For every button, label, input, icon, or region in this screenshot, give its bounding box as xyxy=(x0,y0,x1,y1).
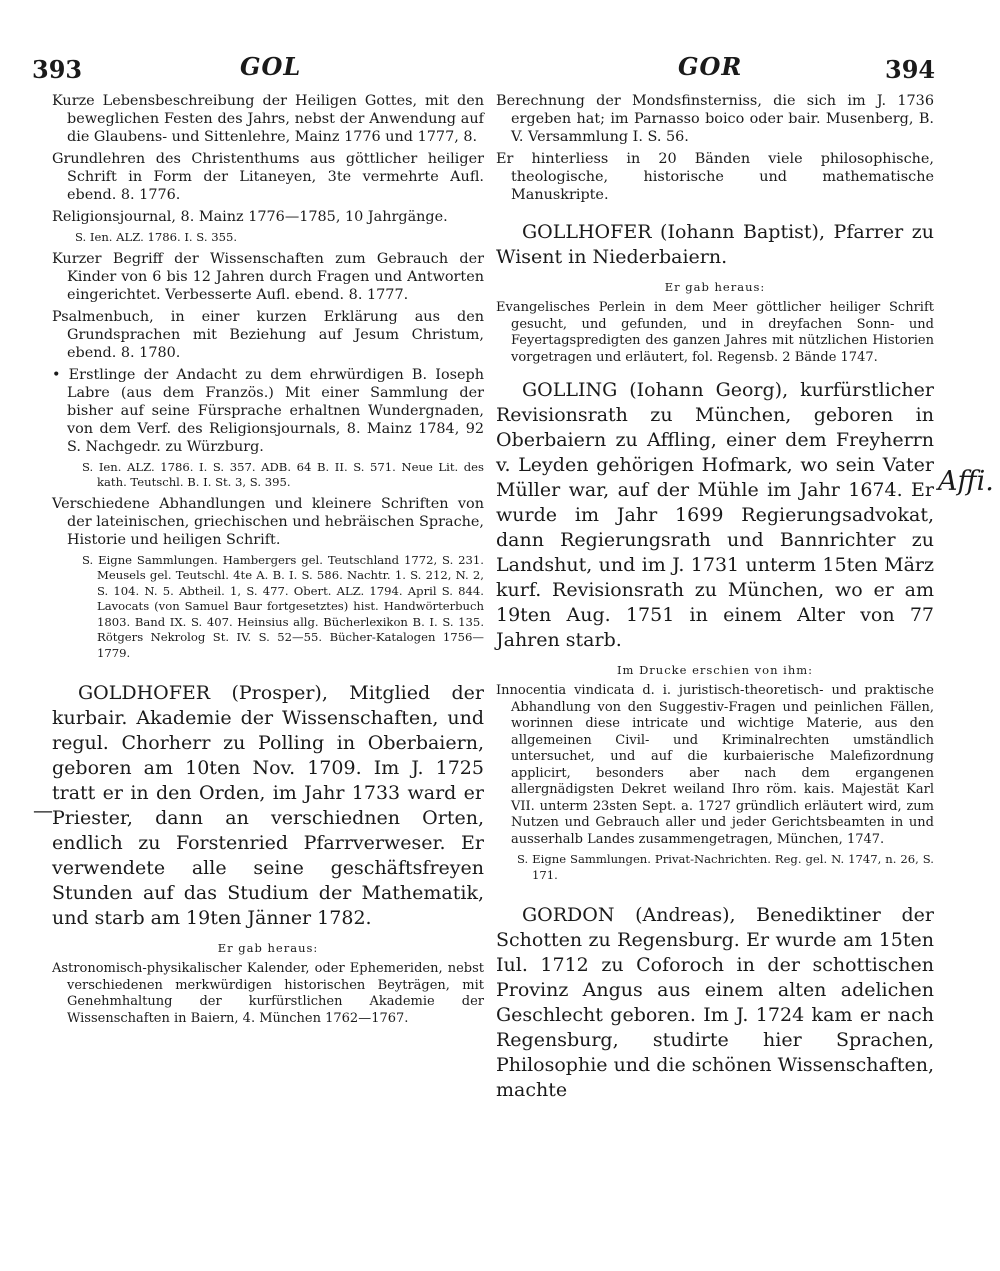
right-running-head: GOR xyxy=(678,52,743,81)
biography-gordon: GORDON (Andreas), Benediktiner der Schotten zu Regensburg. Er wurde am 15ten Iul. 1712 zu Coforoch in der schottischen Provinz Angus aus einem alten adelichen Geschlecht geboren. Im J. 1724 kam er nach Regensburg, studirte hier Sprachen, Philosophie und die schönen Wissenschaften, machte xyxy=(496,904,934,1101)
section-label: Im Drucke erschien von ihm: xyxy=(616,663,814,677)
left-column xyxy=(52,92,484,1031)
bibliography-entry: Innocentia vindicata d. i. juristisch-theoretisch- und praktische Abhandlung von den Suggestiv-Fragen und peinlichen Fällen, worinnen diese intricate und wichtige Materie, aus den allgemeinen Civil- und Kriminalrechten umständlich untersuchet, und auf die kurbaierische Malefizordnung applicirt, besonders aber nach dem ergangenen allergnädigsten Dekret weiland Ihro röm. kais. Majestät Karl VII. unterm 23sten Sept. a. 1727 gründlich erläutert wird, zum Nutzen und Gebrauch aller und jeder Gerichtsbeamten in und ausserhalb Landes zusammengetragen, München, 1747. xyxy=(496,683,934,847)
bibliography-entry: Kurze Lebensbeschreibung der Heiligen Gottes, mit den beweglichen Festen des Jahrs, nebst der Anwendung auf die Glaubens- und Sittenlehre, Mainz 1776 und 1777, 8. xyxy=(52,93,484,145)
biography-gollhofer: GOLLHOFER (Iohann Baptist), Pfarrer zu Wisent in Niederbaiern. xyxy=(496,221,934,268)
right-page-number: 394 xyxy=(885,55,936,84)
biography-goldhofer: GOLDHOFER (Prosper), Mitglied der kurbair. Akademie der Wissenschaften, und regul. Chorherr zu Polling in Oberbaiern, geboren am 10ten Nov. 1709. Im J. 1725 tratt er in den Orden, im Jahr 1733 ward er Priester, dann an verschiednen Orten, endlich zu Forstenried Pfarrverweser. Er verwendete alle seine geschäftsfreyen Stunden auf das Studium der Mathematik, und starb am 19ten Jänner 1782. xyxy=(52,682,484,929)
bibliography-entry: Verschiedene Abhandlungen und kleinere Schriften von der lateinischen, griechischen und hebräischen Sprache, Historie und heiligen Schrift. xyxy=(52,495,484,548)
margin-dash-annotation: — xyxy=(33,798,53,822)
biography-golling: GOLLING (Iohann Georg), kurfürstlicher Revisionsrath zu München, geboren in Oberbaiern zu Affling, einer dem Freyherrn v. Leyden gehörigen Hofmark, wo sein Vater Müller war, auf der Mühle im Jahr 1674. Er wurde im Jahr 1699 Regierungsadvokat, dann Regierungsrath und Bannrichter zu Landshut, und im J. 1731 unterm 15ten März kurf. Revisionsrath zu München, wo er am 19ten Aug. 1751 in einem Alter von 77 Jahren starb. xyxy=(496,379,934,651)
bibliography-entry: Kurzer Begriff der Wissenschaften zum Gebrauch der Kinder von 6 bis 12 Jahren durch Fragen und Antworten eingerichtet. Verbesserte Aufl. ebend. 8. 1777. xyxy=(52,250,484,303)
bibliography-entry: Religionsjournal, 8. Mainz 1776—1785, 10 Jahrgänge. xyxy=(52,209,448,225)
section-label: Er gab heraus: xyxy=(664,280,766,294)
bibliography-entry: Astronomisch-physikalischer Kalender, oder Ephemeriden, nebst verschiedenen merkwürdigen historischen Beyträgen, mit Genehmhaltung der kurfürstlichen Akademie der Wissenschaften in Baiern, 4. München 1762—1767. xyxy=(52,961,484,1026)
reference-note: S. Ien. ALZ. 1786. I. S. 357. ADB. 64 B. II. S. 571. Neue Lit. des kath. Teutschl. B. I. St. 3, S. 395. xyxy=(82,459,484,489)
bibliography-entry: Er hinterliess in 20 Bänden viele philosophische, theologische, historische und mathematische Manuskripte. xyxy=(496,151,934,203)
bibliography-entry: Evangelisches Perlein in dem Meer göttlicher heiliger Schrift gesucht, und gefunden, und in dreyfachen Sonn- und Feyertagspredigten des ganzen Jahres mit nützlichen Historien vorgetragen und erläutert, fol. Regensb. 2 Bände 1747. xyxy=(496,300,934,365)
section-label: Er gab heraus: xyxy=(217,941,319,955)
reference-note: S. Ien. ALZ. 1786. I. S. 355. xyxy=(75,230,238,244)
left-page-number: 393 xyxy=(32,55,83,84)
right-column xyxy=(496,92,934,1103)
left-running-head: GOL xyxy=(240,52,302,81)
bibliography-entry: • Erstlinge der Andacht zu dem ehrwürdigen B. Ioseph Labre (aus dem Französ.) Mit einer Sammlung der bisher auf seine Fürsprache erhaltnen Wundergnaden, von dem Verf. des Religionsjournals, 8. Mainz 1784, 92 S. Nachgedr. zu Würzburg. xyxy=(52,366,484,455)
margin-handwritten-note: Affi. xyxy=(938,466,994,497)
reference-note: S. Eigne Sammlungen. Privat-Nachrichten. Reg. gel. N. 1747, n. 26, S. 171. xyxy=(517,852,934,882)
reference-note: S. Eigne Sammlungen. Hambergers gel. Teutschland 1772, S. 231. Meusels gel. Teutschl. 4te A. B. I. S. 586. Nachtr. 1. S. 212, N. 2, S. 104. N. 5. Abtheil. 1, S. 477. Obert. ALZ. 1794. April S. 844. Lavocats (von Samuel Baur fortgesetztes) hist. Handwörterbuch 1803. Band IX. S. 407. Heinsius allg. Bücherlexikon B. I. S. 135. Rötgers Nekrolog St. IV. S. 52—55. Bücher-Katalogen 1756—1779. xyxy=(82,552,484,660)
bibliography-entry: Psalmenbuch, in einer kurzen Erklärung aus den Grundsprachen mit Beziehung auf Jesum Christum, ebend. 8. 1780. xyxy=(52,308,484,361)
bibliography-entry: Berechnung der Mondsfinsterniss, die sich im J. 1736 ergeben hat; im Parnasso boico oder bair. Musenberg, B. V. Versammlung I. S. 56. xyxy=(496,93,934,145)
bibliography-entry: Grundlehren des Christenthums aus göttlicher heiliger Schrift in Form der Litaneyen, 3te vermehrte Aufl. ebend. 8. 1776. xyxy=(52,151,484,203)
